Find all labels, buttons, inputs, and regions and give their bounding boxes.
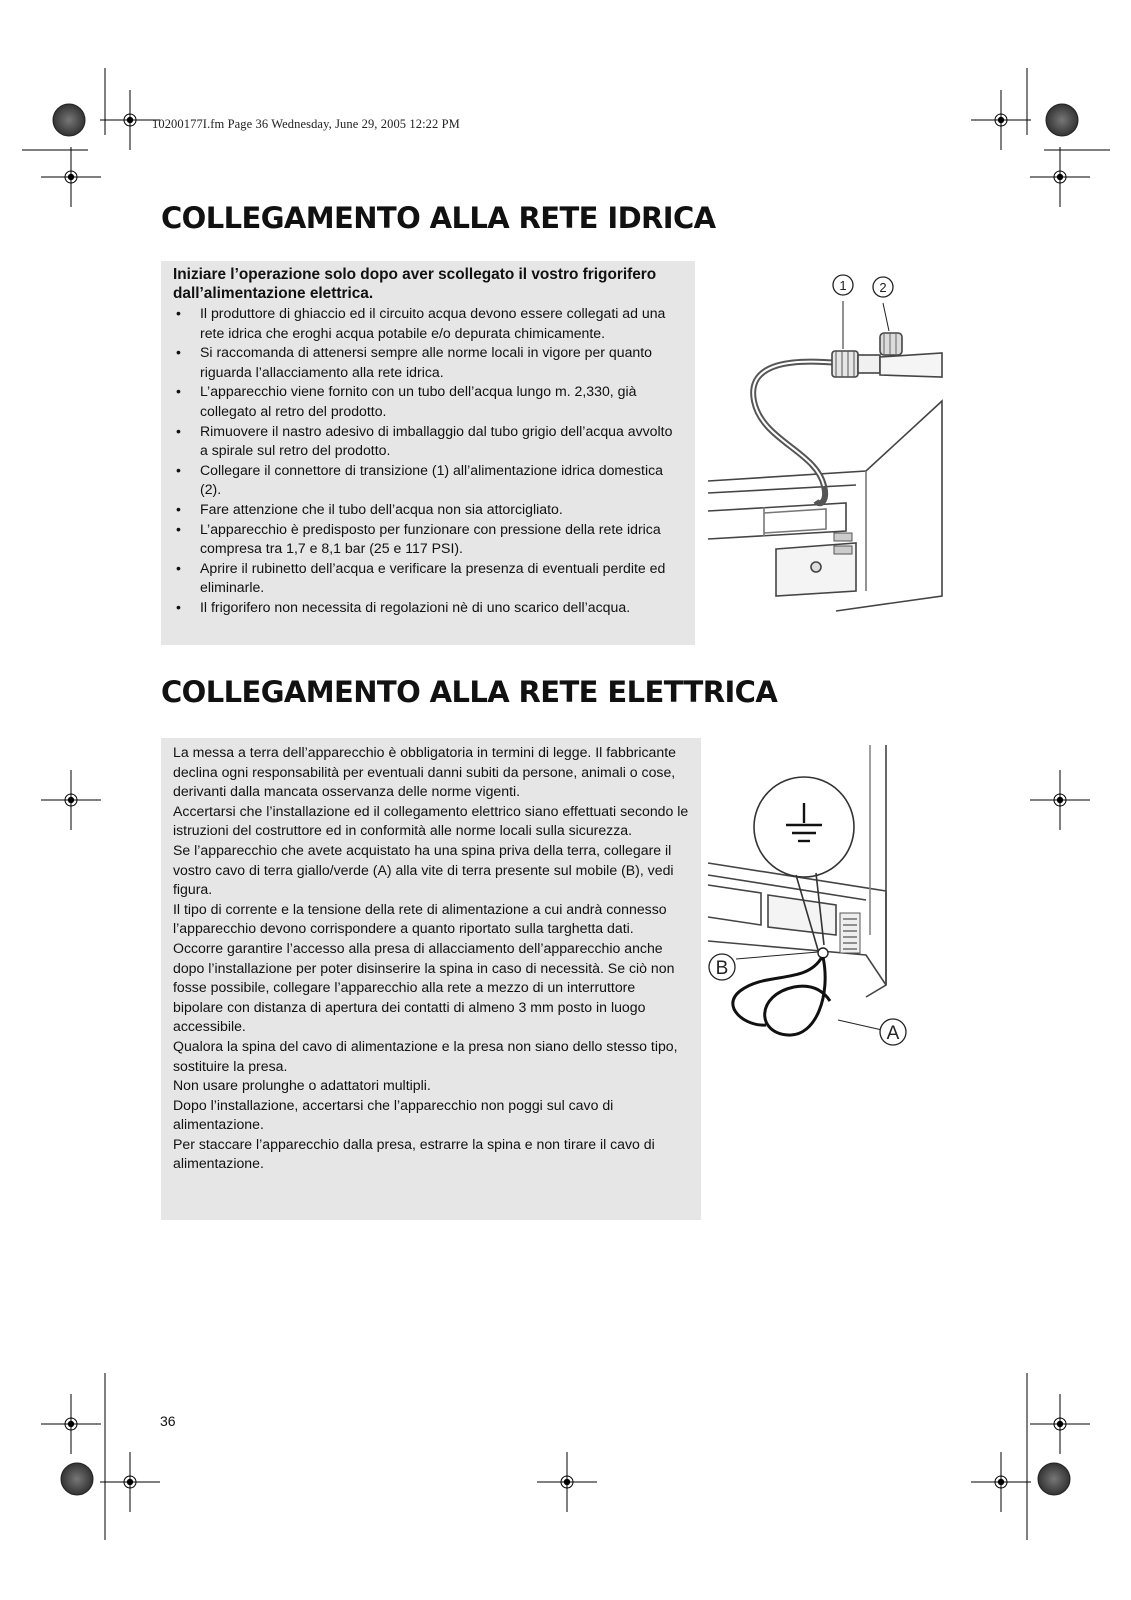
callout-label-2: 2 xyxy=(879,280,887,295)
list-item: • Rimuovere il nastro adesivo di imballaggio dal tubo grigio dell’acqua avvolto a spirale sul retro del prodotto. xyxy=(173,422,683,461)
list-item: • L’apparecchio viene fornito con un tubo dell’acqua lungo m. 2,330, già collegato al retro del prodotto. xyxy=(173,382,683,421)
callout-label-1: 1 xyxy=(839,278,847,293)
callout-label-b: B xyxy=(715,958,729,979)
registration-mark xyxy=(1030,1394,1090,1454)
warning-intro: Iniziare l’operazione solo dopo aver scollegato il vostro frigorifero dall’alimentazione elettrica. xyxy=(173,266,657,302)
section-title-electric: COLLEGAMENTO ALLA RETE ELETTRICA xyxy=(161,675,778,709)
registration-mark xyxy=(1030,770,1090,830)
color-target xyxy=(1038,1463,1070,1495)
list-item: • Si raccomanda di attenersi sempre alle norme locali in vigore per quanto riguarda l’allacciamento alla rete idrica. xyxy=(173,343,683,382)
callout-label-a: A xyxy=(886,1023,900,1044)
electric-instructions-box xyxy=(161,738,701,1220)
registration-mark xyxy=(41,147,101,207)
list-item: • Collegare il connettore di transizione (1) all’alimentazione idrica domestica (2). xyxy=(173,461,683,500)
list-item: • L’apparecchio è predisposto per funzionare con pressione della rete idrica compresa tra 1,7 e 8,1 bar (25 e 117 PSI). xyxy=(173,520,683,559)
paragraph: Se l’apparecchio che avete acquistato ha una spina priva della terra, collegare il vostro cavo di terra giallo/verde (A) alla vite di terra presente sul mobile (B), vedi figura. xyxy=(173,841,674,898)
registration-mark xyxy=(537,1452,597,1512)
color-target xyxy=(61,1463,93,1495)
paragraph: Non usare prolunghe o adattatori multipli. xyxy=(173,1077,431,1094)
paragraph: Dopo l’installazione, accertarsi che l’apparecchio non poggi sul cavo di alimentazione. xyxy=(173,1096,614,1133)
paragraph: Qualora la spina del cavo di alimentazione e la presa non siano dello stesso tipo, sostituire la presa. xyxy=(173,1037,678,1074)
page-number: 36 xyxy=(160,1413,176,1429)
instructions-list xyxy=(173,304,683,618)
color-target xyxy=(53,104,85,136)
paragraph: Occorre garantire l’accesso alla presa di allacciamento dell’apparecchio anche dopo l’installazione per poter disinserire la spina in caso di necessità. Se ciò non fosse possibile, collegare l’apparecchio alla rete a mezzo di un interruttore bipolare con distanza di apertura dei contatti di almeno 3 mm posto in luogo accessibile. xyxy=(173,939,675,1035)
paragraph: La messa a terra dell’apparecchio è obbligatoria in termini di legge. Il fabbricante declina ogni responsabilità per eventuali danni subiti da persone, animali o cose, derivanti dalla mancata osservanza delle norme vigenti. xyxy=(173,744,676,800)
water-connection-figure xyxy=(706,261,959,616)
file-info-header: 10200177I.fm Page 36 Wednesday, June 29, 2005 12:22 PM xyxy=(152,117,460,131)
registration-mark xyxy=(41,1394,101,1454)
list-item: • Il frigorifero non necessita di regolazioni nè di uno scarico dell’acqua. xyxy=(173,598,683,618)
water-instructions-box xyxy=(161,261,695,645)
section-title-water: COLLEGAMENTO ALLA RETE IDRICA xyxy=(161,201,716,235)
registration-mark xyxy=(41,770,101,830)
list-item: • Il produttore di ghiaccio ed il circuito acqua devono essere collegati ad una rete idrica che eroghi acqua potabile e/o depurata chimicamente. xyxy=(173,304,683,343)
registration-mark xyxy=(971,90,1031,150)
list-item: • Aprire il rubinetto dell’acqua e verificare la presenza di eventuali perdite ed eliminarle. xyxy=(173,559,683,598)
registration-mark xyxy=(971,1452,1031,1512)
list-item: • Fare attenzione che il tubo dell’acqua non sia attorcigliato. xyxy=(173,500,683,520)
color-target xyxy=(1046,104,1078,136)
paragraph: Il tipo di corrente e la tensione della rete di alimentazione a cui andrà connesso l’apparecchio devono corrispondere a quanto riportato sulla targhetta dati. xyxy=(173,900,667,937)
registration-mark xyxy=(1030,147,1090,207)
registration-mark xyxy=(100,90,160,150)
paragraph: Per staccare l’apparecchio dalla presa, estrarre la spina e non tirare il cavo di alimentazione. xyxy=(173,1135,655,1172)
paragraph: Accertarsi che l’installazione ed il collegamento elettrico siano effettuati secondo le istruzioni del costruttore ed in conformità alle norme locali sulla sicurezza. xyxy=(173,802,689,839)
registration-mark xyxy=(100,1452,160,1512)
grounding-figure xyxy=(706,745,959,1075)
